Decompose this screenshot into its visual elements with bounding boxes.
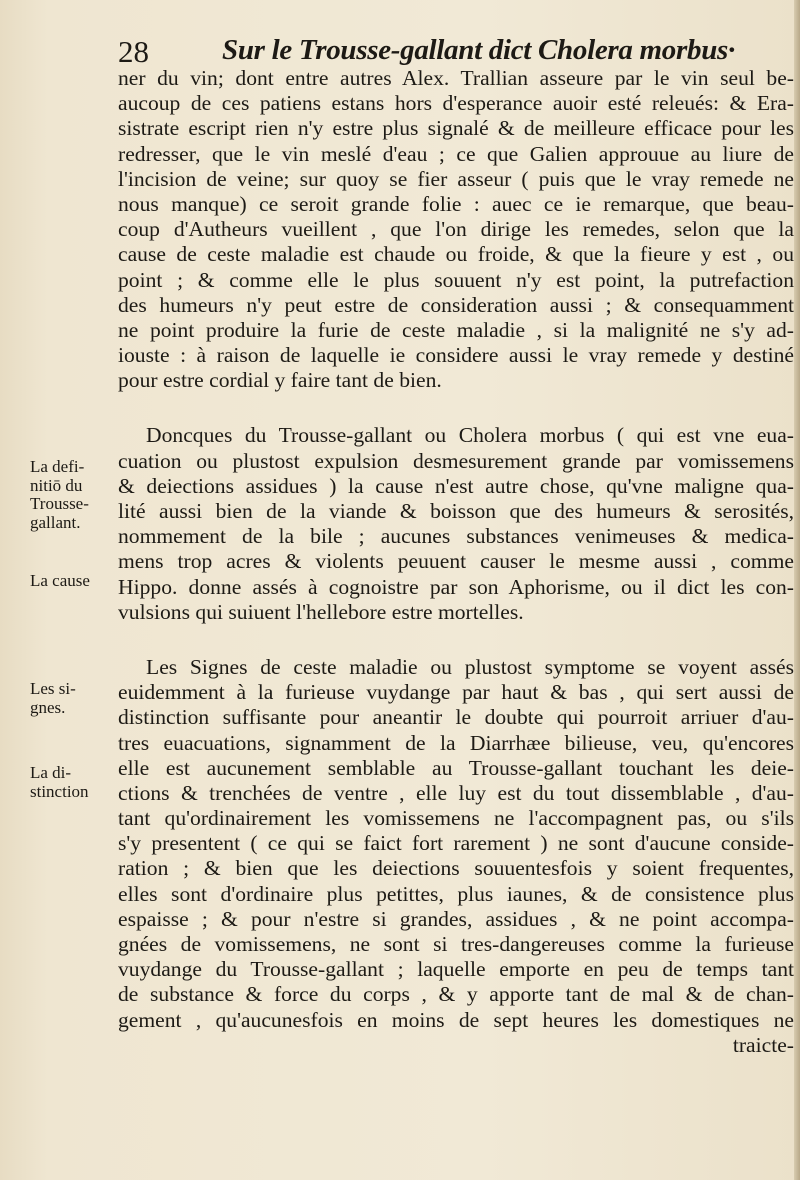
margin-note-line: La defi- [30,457,85,476]
paragraph-1 [118,66,794,393]
text-line: vulsions qui suiuent l'hellebore estre mortelles. [118,599,524,624]
text-line: point ; & comme elle le plus souuent n'y est point, la putrefaction [118,267,794,292]
text-line: ne point produire la furie de ceste maladie , si la malignité ne s'y ad- [118,317,794,342]
text-line: l'incision de veine; sur quoy se fier asseur ( puis que le vray remede ne [118,166,794,191]
text-line: de substance & force du corps , & y apporte tant de mal & de chan- [118,982,794,1007]
text-line: Les Signes de ceste maladie ou plustost symptome se voyent assés [146,654,794,679]
text-line: nommement de la bile ; aucunes substances venimeuses & medica- [118,524,794,549]
catchword: traicte- [732,1032,794,1057]
page-edge-shadow [794,0,800,1180]
text-line: vuydange du Trousse-gallant ; laquelle emporte en peu de temps tant [118,957,794,982]
margin-note-line: gnes. [30,697,66,717]
margin-note-line: La di- [30,763,72,782]
text-line: tres euacuations, signamment de la Diarrhæe bilieuse, veu, qu'encores [118,730,794,755]
text-line: elle est aucunement semblable au Trousse-gallant touchant les deie- [118,755,794,780]
margin-note-line: Trousse- [30,494,89,513]
text-line: & deiections assidues ) la cause n'est autre chose, qu'vne maligne qua- [118,473,794,498]
text-line: gement , qu'aucunesfois en moins de sept heures les domestiques ne [118,1007,794,1032]
text-line: des humeurs n'y peut estre de consideration aussi ; & consequamment [118,292,794,317]
text-line: distinction suffisante pour aneantir le doubte qui pourroit arriuer d'au- [118,705,794,730]
text-line: cuation ou plustost expulsion desmesurement grande par vomissemens [118,448,794,473]
text-line: euidemment à la furieuse vuydange par haut & bas , qui sert aussi de [118,680,794,705]
paragraph-2 [118,423,794,625]
text-line: sistrate escript rien n'y estre plus signalé & de meilleure efficace pour les [118,116,794,141]
page-number: 28 [118,34,149,69]
margin-note-cause [30,572,114,591]
text-line: tant qu'ordinairement les vomissemens ne l'accompagnent pas, ou s'ils [118,806,794,831]
text-line: iouste : à raison de laquelle ie considere aussi le vray remede y destiné [118,343,794,368]
margin-note-distinction [30,764,114,801]
text-line: Doncques du Trousse-gallant ou Cholera morbus ( qui est vne eua- [146,423,794,448]
text-line: gnées de vomissemens, ne sont si tres-dangereuses comme la furieuse [118,932,794,956]
text-line: ctions & trenchées de ventre , elle luy est du tout dissemblable , d'au- [118,780,794,805]
text-line: mens trop acres & violents peuuent causer le mesme aussi , comme [118,549,794,574]
text-line: nous manque) ce seroit grande folie : auec ce ie remarque, que beau- [118,191,794,216]
margin-note-definition [30,458,114,532]
margin-note-line: La cause [30,571,90,590]
text-line: lité aussi bien de la viande & boisson que des humeurs & serosités, [118,499,794,523]
text-line: Hippo. donne assés à cognoistre par son Aphorisme, ou il dict les con- [118,574,794,599]
text-line: pour estre cordial y faire tant de bien. [118,368,442,393]
margin-note-line: nitiō du [30,475,83,495]
text-line: ner du vin; dont entre autres Alex. Trallian asseure par le vin seul be- [118,66,794,90]
margin-note-line: stinction [30,781,89,801]
text-line: ration ; & bien que les deiections souuentesfois y soient frequentes, [118,856,794,881]
running-title: Sur le Trousse-gallant dict Cholera morbus· [222,34,735,66]
text-line: s'y presentent ( ce qui se faict fort rarement ) ne sont d'aucune conside- [118,831,794,856]
margin-note-line: gallant. [30,512,81,532]
margin-note-line: Les si- [30,679,76,698]
text-line: elles sont d'ordinaire plus petittes, plus iaunes, & de consistence plus [118,881,794,906]
text-line: aucoup de ces patiens estans hors d'esperance auoir esté releués: & Era- [118,91,794,116]
margin-note-signs [30,680,114,717]
paragraph-3 [118,655,794,1033]
text-line: redresser, que le vin meslé d'eau ; ce que Galien approuue au liure de [118,141,794,166]
text-line: cause de ceste maladie est chaude ou froide, & que la fieure y est , ou [118,242,794,267]
text-line: espaisse ; & pour n'estre si grandes, assidues , & ne point accompa- [118,906,794,931]
text-line: coup d'Autheurs vueillent , que l'on dirige les remedes, selon que la [118,217,794,242]
body-text [118,66,794,1058]
